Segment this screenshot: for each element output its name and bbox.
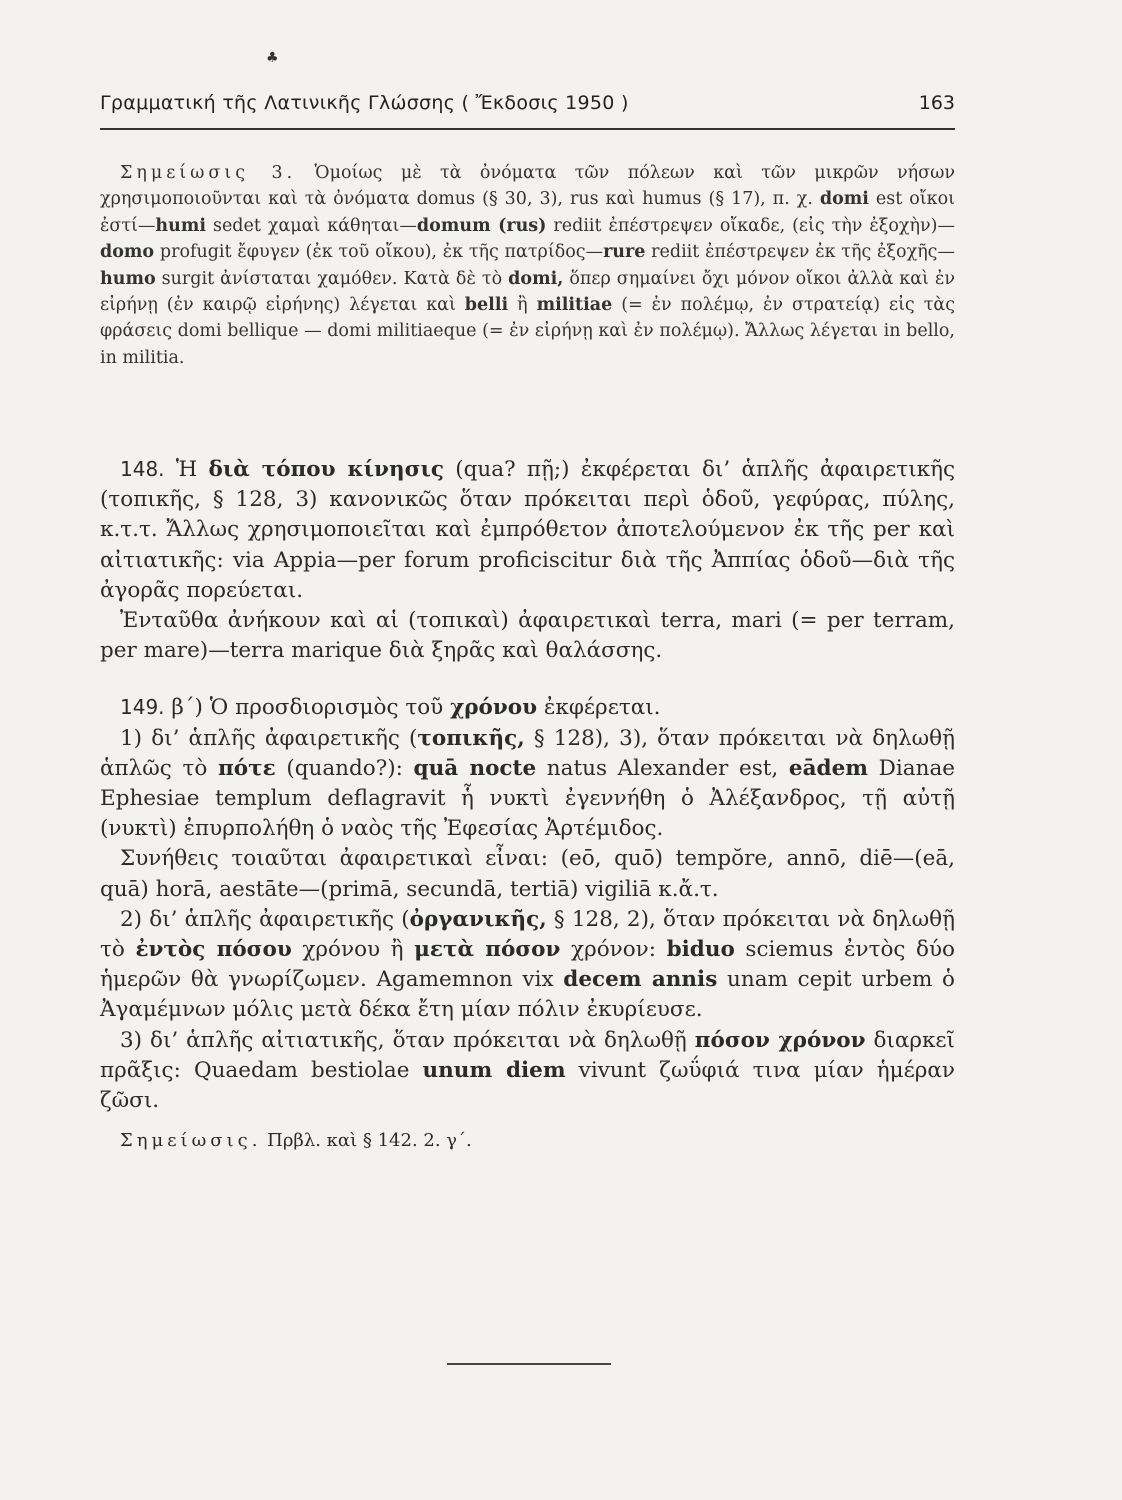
- latin-term: biduo: [666, 937, 735, 963]
- latin-term: rure: [603, 242, 646, 263]
- emphasis: μετὰ πόσον: [414, 937, 561, 963]
- latin-term: eādem: [788, 755, 868, 781]
- text-run: Dianae Ephesiae templum deflagravit ἧ νυκτὶ ἐγεννήθη ὁ Ἀλέξανδρος, τῇ αὐτῇ (νυκτὶ) ἐπυρπολήθη ὁ ναὸς τῆς Ἐφεσίας Ἀρτέμιδος.: [100, 755, 955, 842]
- text-run: 2) δι’ ἁπλῆς ἀφαιρετικῆς (: [120, 906, 410, 932]
- section-149-point-1: [100, 724, 955, 845]
- text-run: χρόνον:: [560, 937, 667, 963]
- emphasis: πότε: [218, 755, 276, 781]
- text-run: sedet χαμαὶ κάθηται—: [206, 215, 417, 236]
- text-run: profugit ἔφυγεν (ἐκ τοῦ οἴκου), ἐκ τῆς πατρίδος—: [154, 242, 604, 263]
- text-run: est οἴκοι ἐστί—: [100, 189, 955, 236]
- section-149-point-3: [100, 1026, 955, 1117]
- text-run: rediit ἐπέστρεψεν οἴκαδε, (εἰς τὴν ἐξοχὴν)—: [546, 215, 955, 236]
- section-149-point-2: [100, 905, 955, 1026]
- text-run: β΄) Ὁ προσδιορισμὸς τοῦ: [164, 695, 451, 721]
- text-run: ἐκφέρεται.: [537, 695, 661, 721]
- text-run: (= ἐν πολέμῳ, ἐν στρατείᾳ) εἰς τὰς φράσεις domi bellique — domi militiaeque (= ἐν εἰρήνῃ καὶ ἐν πολέμῳ). Ἄλλως λέγεται in bello, in militia.: [100, 295, 955, 368]
- emphasis: ὀργανικῆς,: [409, 906, 547, 932]
- emphasis: χρόνου: [450, 695, 538, 721]
- latin-term: belli: [464, 295, 509, 316]
- text-run: surgit ἀνίσταται χαμόθεν. Κατὰ δὲ τὸ: [155, 268, 509, 289]
- text-run: 1) δι’ ἁπλῆς ἀφαιρετικῆς (: [120, 725, 418, 751]
- section-number: 148.: [120, 457, 165, 481]
- text-run: (qua? πῇ;) ἐκφέρεται δι’ ἁπλῆς ἀφαιρετικῆς (τοπικῆς, § 128, 3) κανονικῶς ὅταν πρόκειται περὶ ὁδοῦ, γεφύρας, πύλης, κ.τ.τ. Ἄλλως χρησιμοποιεῖται καὶ ἐμπρόθετον ἀποτελούμενον ἐκ τῆς per καὶ αἰτιατικῆς: via Appia—per forum proficiscitur διὰ τῆς Ἀππίας ὁδοῦ—διὰ τῆς ἀγορᾶς πορεύεται.: [100, 457, 955, 603]
- page-number: 163: [918, 92, 955, 114]
- page-title: Γραμματική τῆς Λατινικῆς Γλώσσης ( Ἔκδοσις 1950 ): [100, 92, 629, 114]
- text-run: § 128), 3), ὅταν πρόκειται νὰ δηλωθῇ ἁπλῶς τὸ: [100, 725, 955, 781]
- text-run: natus Alexander est,: [536, 755, 789, 781]
- note-3: [100, 160, 955, 371]
- text-run: Ἡ: [164, 457, 209, 482]
- running-header: [100, 92, 955, 122]
- section-149-common-ablatives: Συνήθεις τοιαῦται ἀφαιρετικαὶ εἶναι: (eō, quō) tempŏre, annō, diē—(eā, quā) horā, aestāte—(primā, secundā, tertiā) vigiliā κ.ἄ.τ.: [100, 846, 955, 902]
- text-run: διαρκεῖ πρᾶξις: Quaedam bestiolae: [100, 1027, 955, 1083]
- latin-term: humo: [100, 268, 156, 289]
- latin-term: unum diem: [422, 1057, 566, 1083]
- emphasis: πόσον χρόνον: [694, 1027, 866, 1053]
- section-148: [100, 454, 955, 606]
- section-148-paragraph-2: Ἐνταῦθα ἀνήκουν καὶ αἱ (τοπικαὶ) ἀφαιρετικαὶ terra, mari (= per terram, per mare)—terra marique διὰ ξηρᾶς καὶ θαλάσσης.: [100, 608, 955, 664]
- text-run: unam cepit urbem ὁ Ἀγαμέμνων μόλις μετὰ δέκα ἔτη μίαν πόλιν ἐκυρίευσε.: [100, 967, 955, 1023]
- latin-term: militiae: [536, 295, 613, 316]
- latin-term: quā nocte: [413, 755, 537, 781]
- text-run: (quando?):: [275, 755, 414, 781]
- text-run: χρόνου ἢ: [291, 937, 415, 963]
- main-text: [100, 454, 955, 1156]
- text-run: sciemus ἐντὸς δύο ἡμερῶν θὰ γνωρίζωμεν. Agamemnon vix: [100, 937, 956, 993]
- latin-term: domi,: [508, 268, 564, 289]
- text-run: vivunt ζωΰφιά τινα μίαν ἡμέραν ζῶσι.: [100, 1057, 955, 1114]
- text-run: ἢ: [508, 295, 537, 316]
- text-run: rediit ἐπέστρεψεν ἐκ τῆς ἐξοχῆς—: [645, 242, 955, 263]
- text-run: 3) δι’ ἁπλῆς αἰτιατικῆς, ὅταν πρόκειται νὰ δηλωθῇ: [120, 1027, 695, 1053]
- latin-term: domo: [100, 242, 155, 263]
- text-run: ὅπερ σημαίνει ὄχι μόνον οἴκοι ἀλλὰ καὶ ἐν εἰρήνῃ (ἐν καιρῷ εἰρήνης) λέγεται καὶ: [100, 268, 955, 316]
- section-number: 149.: [120, 695, 165, 720]
- note-label: Σημείωσις 3.: [120, 163, 297, 183]
- ornament-icon: ♣: [266, 50, 279, 66]
- note-label: Σημείωσις.: [120, 1130, 262, 1152]
- section-heading: διὰ τόπου κίνησις: [208, 457, 444, 482]
- emphasis: τοπικῆς,: [417, 725, 525, 751]
- latin-term: humi: [155, 215, 207, 236]
- section-149: [100, 692, 955, 723]
- latin-term: domum (rus): [416, 215, 547, 236]
- section-149-note: [100, 1126, 955, 1156]
- text-run: § 128, 2), ὅταν πρόκειται νὰ δηλωθῇ τὸ: [100, 906, 956, 963]
- emphasis: ἐντὸς πόσου: [135, 937, 292, 963]
- latin-term: domi: [819, 189, 869, 210]
- text-run: Πρβλ. καὶ § 142. 2. γ΄.: [261, 1130, 472, 1152]
- note-3-paragraph: [100, 160, 955, 371]
- latin-term: decem annis: [563, 967, 718, 993]
- end-rule: [447, 1363, 611, 1365]
- header-rule: [100, 128, 955, 130]
- text-run: Ὁμοίως μὲ τὰ ὀνόματα τῶν πόλεων καὶ τῶν μικρῶν νήσων χρησιμοποιοῦνται καὶ τὰ ὀνόματα domus (§ 30, 3), rus καὶ humus (§ 17), π. χ.: [100, 163, 955, 210]
